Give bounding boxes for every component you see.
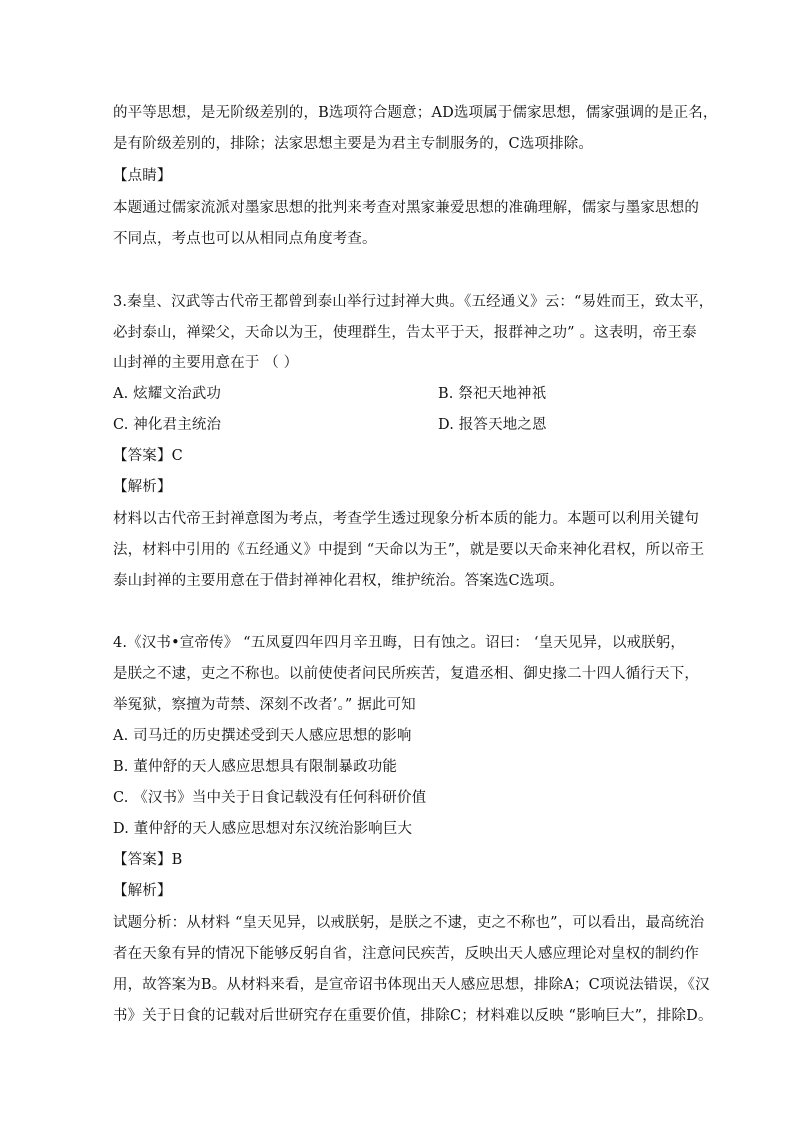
prev-analysis-line-1: 的平等思想，是无阶级差别的，B选项符合题意；AD选项属于儒家思想，儒家强调的是正名， bbox=[113, 105, 718, 121]
q3-option-d: D. 报答天地之恩 bbox=[438, 417, 547, 433]
q4-analysis-line-2: 者在天象有异的情况下能够反躬自省，注意问民疾苦，反映出天人感应理论对皇权的制约作 bbox=[113, 946, 699, 962]
q3-option-a: A. 炫耀文治武功 bbox=[113, 386, 222, 402]
q4-stem-line-1: 4.《汉书•宣帝传》 “五凤夏四年四月辛丑晦，日有蚀之。诏曰： ‘皇天见异，以戒朕躬， bbox=[113, 635, 686, 651]
q4-option-a: A. 司马迁的历史撰述受到天人感应思想的影响 bbox=[113, 728, 412, 744]
q4-option-b: B. 董仲舒的天人感应思想具有限制暴政功能 bbox=[113, 759, 398, 775]
q4-stem-line-2: 是朕之不逮，吏之不称也。以前使使者问民所疾苦，复遣丞相、御史掾二十四人循行天下， bbox=[113, 666, 699, 682]
q3-stem-line-1: 3.秦皇、汉武等古代帝王都曾到泰山举行过封禅大典。《五经通义》云：“易姓而王，致太平， bbox=[113, 294, 714, 310]
q3-analysis-line-2: 法，材料中引用的《五经通义》中提到 “天命以为王”，就是要以天命来神化君权，所以帝王 bbox=[113, 542, 705, 558]
comment-line-2: 不同点，考点也可以从相同点角度考查。 bbox=[113, 231, 377, 247]
q4-option-d: D. 董仲舒的天人感应思想对东汉统治影响巨大 bbox=[113, 821, 413, 837]
q3-option-c: C. 神化君主统治 bbox=[113, 417, 222, 433]
q3-stem-line-3: 山封禅的主要用意在于 （ ） bbox=[113, 355, 299, 371]
prev-analysis-line-2: 是有阶级差别的，排除；法家思想主要是为君主专制服务的，C选项排除。 bbox=[113, 136, 594, 152]
q3-analysis-line-1: 材料以古代帝王封禅意图为考点，考查学生透过现象分析本质的能力。本题可以利用关键句 bbox=[113, 511, 699, 527]
q3-analysis-line-3: 泰山封禅的主要用意在于借封禅神化君权，维护统治。答案选C选项。 bbox=[113, 573, 564, 589]
q3-answer: 【答案】C bbox=[113, 448, 183, 464]
q4-analysis-line-1: 试题分析：从材料 “皇天见异，以戒朕躬，是朕之不逮，吏之不称也”，可以看出，最高统治 bbox=[113, 915, 705, 931]
comment-label: 【点睛】 bbox=[113, 168, 172, 184]
q4-analysis-label: 【解析】 bbox=[113, 883, 172, 899]
q3-analysis-label: 【解析】 bbox=[113, 479, 172, 495]
q4-analysis-line-4: 书》关于日食的记载对后世研究存在重要价值，排除C；材料难以反映 “影响巨大”，排除D。 bbox=[113, 1008, 713, 1024]
q4-answer: 【答案】B bbox=[113, 852, 183, 868]
q3-option-b: B. 祭祀天地神祇 bbox=[438, 386, 547, 402]
q4-stem-line-3: 举冤狱，察擅为苛禁、深刻不改者’。” 据此可知 bbox=[113, 697, 416, 713]
q4-analysis-line-3: 用，故答案为B。从材料来看，是宣帝诏书体现出天人感应思想，排除A；C项说法错误，《汉 bbox=[113, 977, 710, 993]
q3-stem-line-2: 必封泰山，禅梁父，天命以为王，使理群生，告太平于天，报群神之功” 。这表明，帝王泰 bbox=[113, 325, 697, 341]
comment-line-1: 本题通过儒家流派对墨家思想的批判来考查对黑家兼爱思想的准确理解，儒家与墨家思想的 bbox=[113, 200, 699, 216]
q4-option-c: C. 《汉书》当中关于日食记载没有任何科研价值 bbox=[113, 790, 427, 806]
